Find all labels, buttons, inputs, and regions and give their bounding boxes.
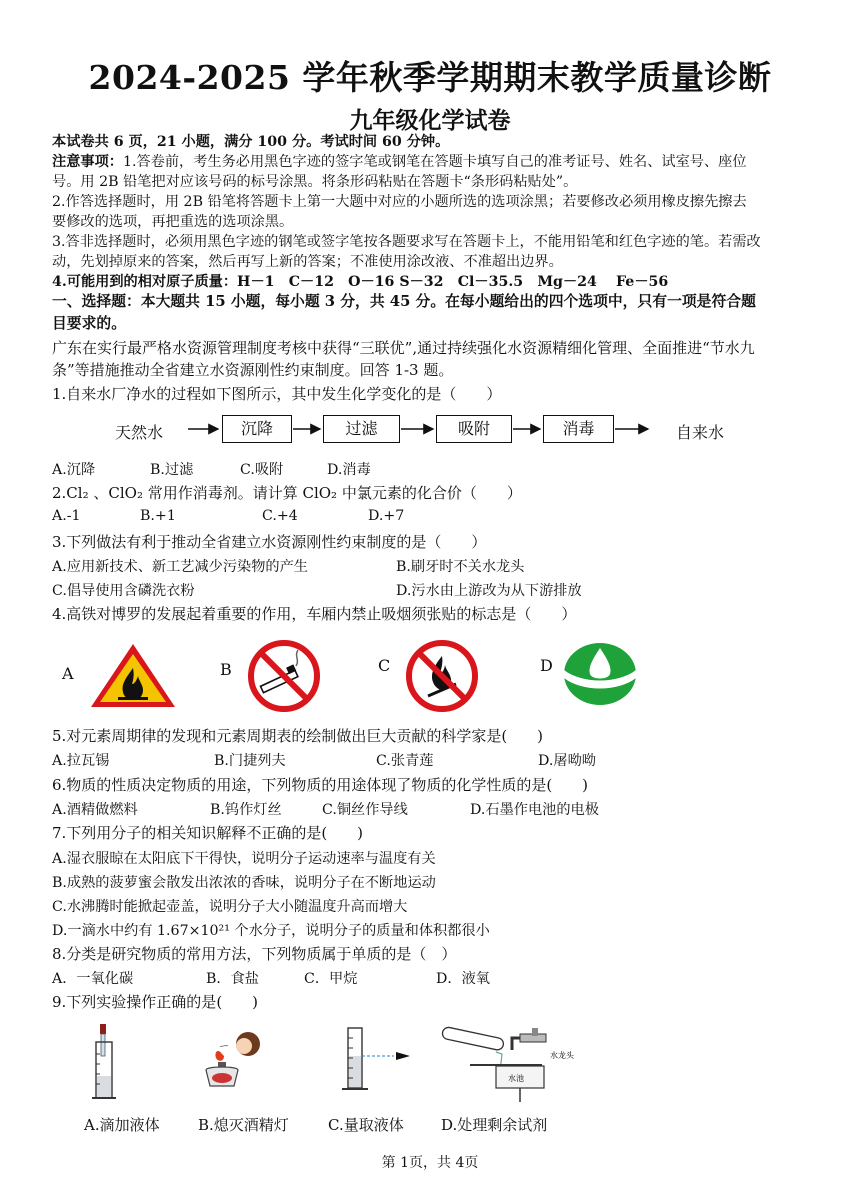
q2-option-b: B.+1 (140, 508, 176, 524)
q4-label-c: C (378, 656, 391, 675)
flow-step: 沉降 (222, 415, 292, 443)
q6-option-a: A.酒精做燃料 (52, 802, 138, 818)
q2-option-d: D.+7 (368, 508, 405, 524)
q4-label-a: A (62, 664, 74, 683)
q5-stem: 5.对元素周期律的发现和元素周期表的绘制做出巨大贡献的科学家是( ) (52, 727, 544, 745)
dropper-cylinder-figure (86, 1024, 126, 1104)
section1-heading-a: 一、选择题：本大题共 15 小题，每小题 3 分，共 45 分。在每小题给出的四个选项中，只有一项是符合题 (52, 293, 756, 310)
graduated-cylinder-figure (338, 1026, 428, 1098)
q1-option-d: D.消毒 (327, 462, 371, 478)
sink-label: 水池 (508, 1074, 524, 1083)
q1-option-a: A.沉降 (52, 462, 96, 478)
note-4: 4.可能用到的相对原子质量：H－1 C－12 O－16 S－32 Cl－35.5 Mg－24 Fe－56 (52, 274, 669, 290)
note-3a: 3.答非选择题时，必须用黑色字迹的钢笔或签字笔按各题要求写在答题卡上，不能用铅笔和红色字迹的笔。若需改 (52, 234, 761, 250)
q1-option-b: B.过滤 (150, 462, 194, 478)
note-1a-text: 1.答卷前，考生务必用黑色字迹的签字笔或钢笔在答题卡填写自己的准考证号、姓名、试室号、座位 (122, 154, 747, 170)
note-2a: 2.作答选择题时，用 2B 铅笔将答题卡上第一大题中对应的小题所选的选项涂黑；若要修改必须用橡皮擦先擦去 (52, 194, 747, 210)
q3-option-a: A.应用新技术、新工艺减少污染物的产生 (52, 559, 308, 575)
section1-context-b: 条”等措施推动全省建立水资源刚性约束制度。回答 1-3 题。 (52, 361, 454, 379)
q5-option-c: C.张青莲 (376, 753, 434, 769)
q6-option-c: C.铜丝作导线 (322, 802, 408, 818)
q7-stem: 7.下列用分子的相关知识解释不正确的是( ) (52, 824, 364, 842)
q3-option-d: D.污水由上游改为从下游排放 (396, 583, 582, 599)
note-1b: 号。用 2B 铅笔把对应该号码的标号涂黑。将条形码粘贴在答题卡“条形码粘贴处”。 (52, 174, 578, 190)
no-smoking-icon (244, 638, 324, 714)
flow-end: 自来水 (676, 423, 725, 442)
q9-option-a: A.滴加液体 (84, 1116, 160, 1134)
q3-stem: 3.下列做法有利于推动全省建立水资源刚性约束制度的是（ ） (52, 533, 487, 551)
q8-option-a: A．一氧化碳 (52, 971, 134, 987)
section1-context-a: 广东在实行最严格水资源管理制度考核中获得“三联优”,通过持续强化水资源精细化管理、全面推进“节水九 (52, 339, 755, 357)
no-open-flame-icon (402, 638, 482, 714)
flow-arrows (110, 413, 750, 449)
q2-option-c: C.+4 (262, 508, 298, 524)
sink-disposal-figure (440, 1024, 590, 1104)
flow-start: 天然水 (115, 423, 164, 442)
q1-option-c: C.吸附 (240, 462, 284, 478)
q8-option-c: C．甲烷 (304, 971, 358, 987)
q6-stem: 6.物质的性质决定物质的用途，下列物质的用途体现了物质的化学性质的是( ) (52, 776, 589, 794)
q8-option-d: D．液氧 (436, 971, 490, 987)
q5-option-a: A.拉瓦锡 (52, 753, 110, 769)
water-saving-icon (562, 640, 638, 708)
q7-option-b: B.成熟的菠萝蜜会散发出浓浓的香味，说明分子在不断地运动 (52, 875, 436, 891)
flow-step: 过滤 (323, 415, 400, 443)
alcohol-lamp-figure (198, 1026, 274, 1098)
flow-step: 消毒 (543, 415, 614, 443)
q6-option-b: B.钨作灯丝 (210, 802, 282, 818)
section1-heading-b: 目要求的。 (52, 315, 126, 332)
exam-title: 2024-2025 学年秋季学期期末教学质量诊断 (88, 58, 772, 97)
note-1a (52, 152, 747, 172)
flammable-warning-icon (88, 640, 178, 710)
q2-option-a: A.-1 (52, 508, 81, 524)
q9-option-d: D.处理剩余试剂 (441, 1116, 548, 1134)
q7-option-a: A.湿衣服晾在太阳底下干得快，说明分子运动速率与温度有关 (52, 851, 436, 867)
q4-label-b: B (220, 660, 232, 679)
notes-heading: 注意事项： (52, 154, 123, 170)
q9-option-b: B.熄灭酒精灯 (198, 1116, 289, 1134)
q4-stem: 4.高铁对博罗的发展起着重要的作用，车厢内禁止吸烟须张贴的标志是（ ） (52, 605, 577, 623)
q4-label-d: D (540, 656, 553, 675)
q6-option-d: D.石墨作电池的电极 (470, 802, 599, 818)
q8-stem: 8.分类是研究物质的常用方法，下列物质属于单质的是（ ） (52, 945, 457, 963)
note-3b: 动，先划掉原来的答案，然后再写上新的答案；不准使用涂改液、不准超出边界。 (52, 254, 563, 270)
q7-option-d: D.一滴水中约有 1.67×10²¹ 个水分子，说明分子的质量和体积都很小 (52, 923, 490, 939)
q9-stem: 9.下列实验操作正确的是( ) (52, 993, 259, 1011)
exam-intro: 本试卷共 6 页，21 小题，满分 100 分。考试时间 60 分钟。 (52, 134, 450, 150)
exam-subtitle: 九年级化学试卷 (349, 107, 511, 134)
q2-stem: 2.Cl₂ 、ClO₂ 常用作消毒剂。请计算 ClO₂ 中氯元素的化合价（ ） (52, 484, 522, 502)
q3-option-b: B.刷牙时不关水龙头 (396, 559, 525, 575)
water-treatment-flowchart (110, 413, 750, 449)
tap-label: 水龙头 (550, 1051, 574, 1060)
q5-option-d: D.屠呦呦 (538, 753, 596, 769)
page-footer: 第 1页，共 4页 (381, 1155, 479, 1171)
q3-option-c: C.倡导使用含磷洗衣粉 (52, 583, 195, 599)
q7-option-c: C.水沸腾时能掀起壶盖，说明分子大小随温度升高而增大 (52, 899, 408, 915)
q9-option-c: C.量取液体 (328, 1116, 404, 1134)
q8-option-b: B．食盐 (206, 971, 259, 987)
note-2b: 要修改的选项，再把重选的选项涂黑。 (52, 214, 294, 230)
q1-stem: 1.自来水厂净水的过程如下图所示，其中发生化学变化的是（ ） (52, 385, 502, 403)
q5-option-b: B.门捷列夫 (214, 753, 286, 769)
flow-step: 吸附 (436, 415, 512, 443)
